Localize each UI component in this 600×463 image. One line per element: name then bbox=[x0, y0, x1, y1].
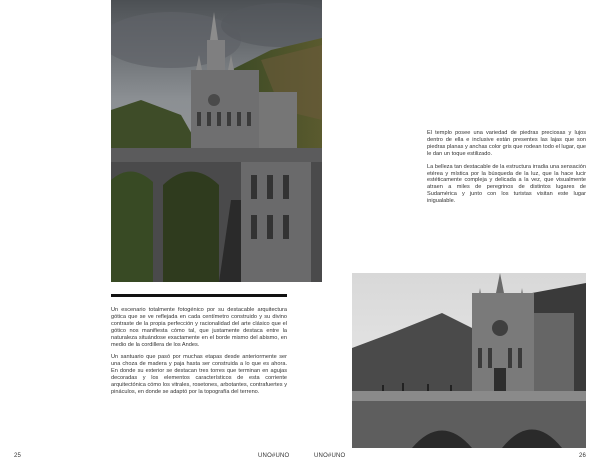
section-divider bbox=[111, 294, 287, 297]
magazine-brand-left: UNO#UNO bbox=[258, 453, 290, 459]
left-page-body bbox=[111, 307, 287, 402]
sanctuary-color-photo bbox=[111, 0, 322, 282]
left-paragraph-1: Un escenario totalmente fotogénico por su destacable arquitectura gótica que se ve reflejada en cada centímetro construido y su divino contraste de la propia perfección y racionalidad del arte clásico que el gótico nos manifiesta cómo tal, que justamente destaca entre la naturaleza situándose exactamente en el borde mismo del abismo, en medio de la cordillera de los Andes. bbox=[111, 307, 287, 348]
page-number-right: 26 bbox=[579, 453, 587, 459]
page-number-left: 25 bbox=[14, 453, 22, 459]
right-paragraph-1: El templo posee una variedad de piedras preciosas y lujos dentro de ella e inclusive están presentes las lajas que son piedras planas y anchas color gris que rodean todo el lugar, que le dan un toque estilizado. bbox=[427, 130, 586, 157]
magazine-brand-right: UNO#UNO bbox=[314, 453, 346, 459]
right-page-body bbox=[427, 130, 586, 211]
sanctuary-bw-photo bbox=[352, 273, 586, 448]
left-paragraph-2: Un santuario que pasó por muchas etapas desde anteriormente ser una choza de madera y paja hasta ser construida a lo que es ahora. En donde su exterior se destacan tres torres que terminan en agujas decoradas y los elementos característicos de esta corriente arquitectónica cómo los vitrales, rosetones, arbotantes, contrafuertes y pináculos, en donde se adaptó por la topografía del terreno. bbox=[111, 354, 287, 395]
right-paragraph-2: La belleza tan destacable de la estructura irradia una sensación etérea y mística por la búsqueda de la luz, que la hace lucir estéticamente compleja y delicada a la vez, que visualmente atraen a miles de peregrinos de distintos lugares de Sudamérica y junto con los turistas visitan este lugar inigualable. bbox=[427, 163, 586, 205]
